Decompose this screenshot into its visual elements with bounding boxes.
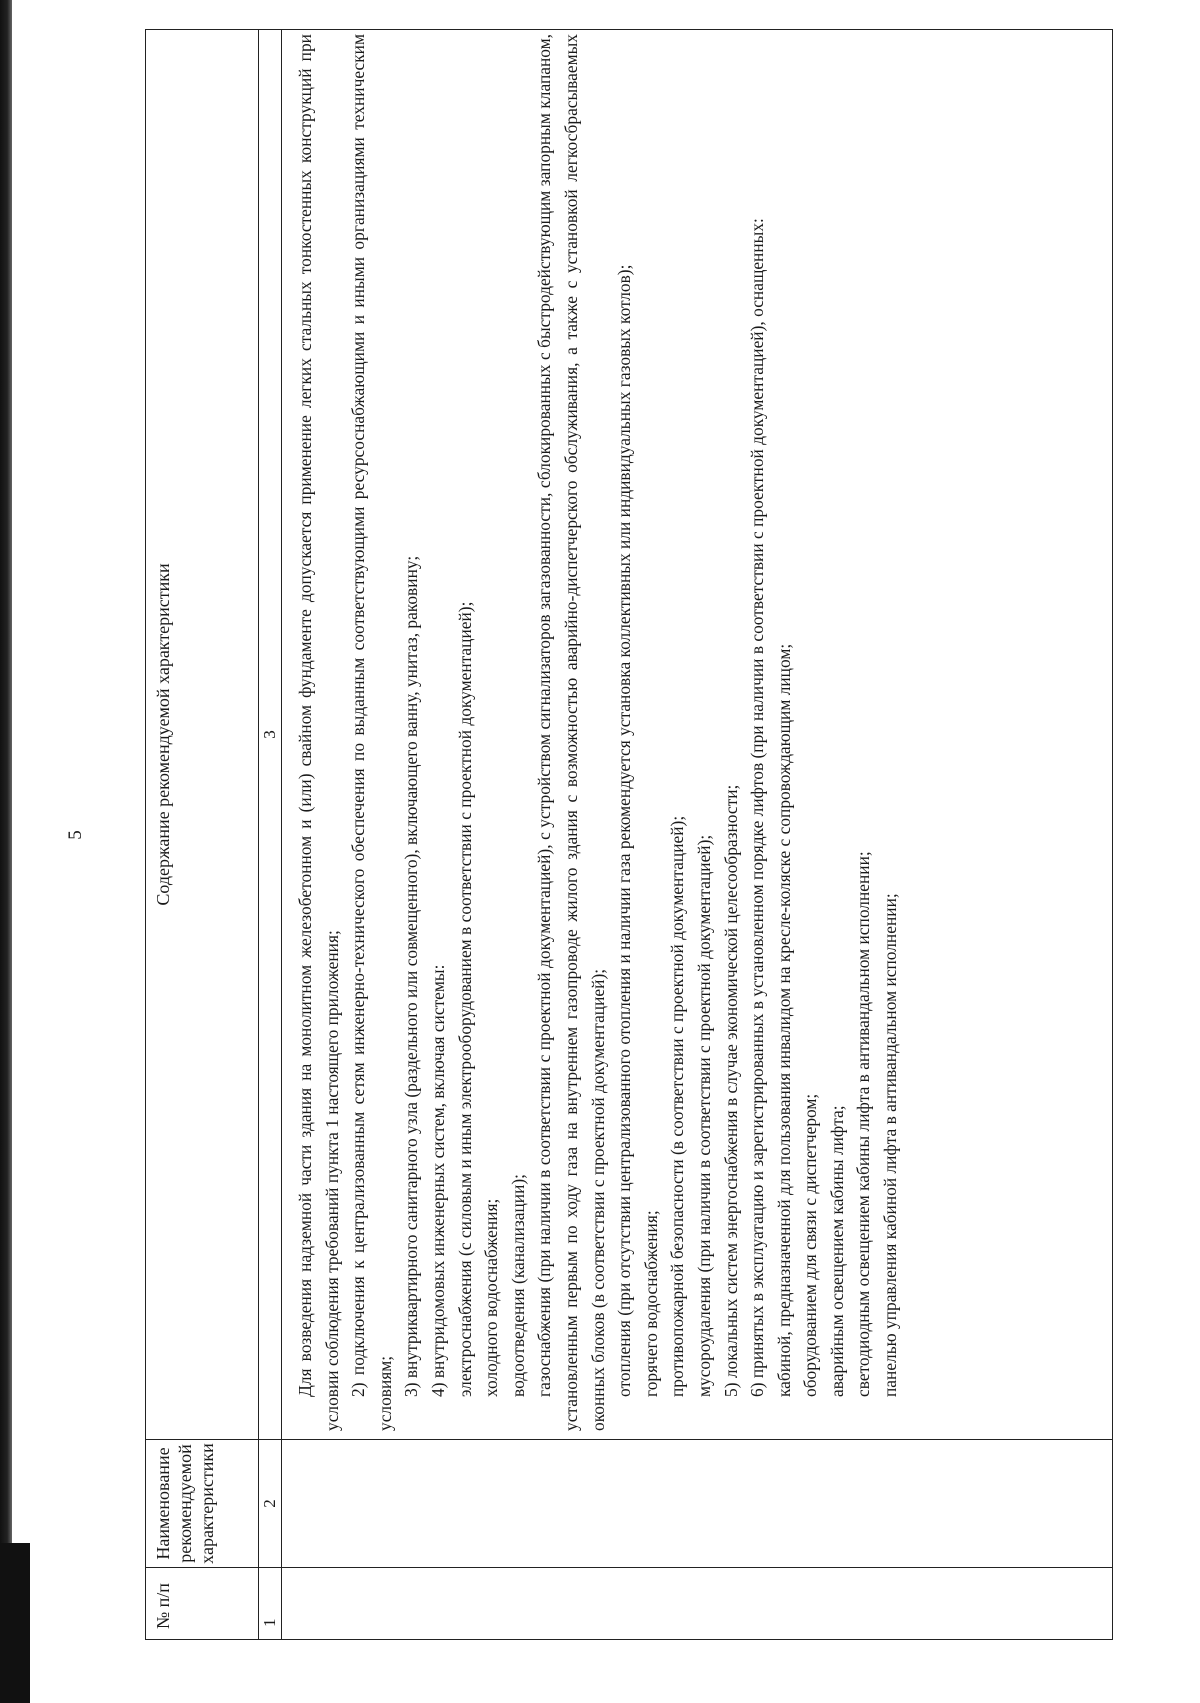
content-paragraph: 5) локальных систем энергоснабжения в случае экономической целесообразности;	[720, 784, 741, 1397]
content-paragraph: панелью управления кабиной лифта в антивандальном исполнении;	[880, 893, 901, 1397]
content-text	[282, 30, 904, 1439]
content-paragraph: водоотведения (канализации);	[507, 1173, 528, 1397]
content-paragraph: отопления (при отсутствии централизованного отопления и наличии газа рекомендуется установка коллективных или индивидуальных газовых котлов);	[614, 264, 635, 1397]
content-paragraph: противопожарной безопасности (в соответствии с проектной документацией);	[667, 815, 688, 1397]
content-paragraph: мусороудаления (при наличии в соответствии с проектной документацией);	[693, 834, 714, 1397]
scan-left-edge	[0, 0, 12, 1703]
header-content: Содержание рекомендуемой характеристики	[146, 30, 259, 1440]
column-number-2: 2	[259, 1440, 282, 1568]
content-paragraph: Для возведения надземной части здания на монолитном железобетонном и (или) свайном фундаменте допускается применение легких стальных тонкостенных конструкций при условии соблюдения требований пункта 1 настоящего приложения;	[295, 34, 342, 1431]
table-header-row	[146, 30, 259, 1640]
content-paragraph: 2) подключения к централизованным сетям инженерно-технического обеспечения по выданным соответствующими ресурсоснабжающими и иными организациями техническим условиям;	[348, 34, 395, 1431]
content-paragraph: 3) внутриквартирного санитарного узла (раздельного или совмещенного), включающего ванну, унитаз, раковину;	[401, 555, 422, 1397]
scan-corner-artifact	[0, 1543, 30, 1703]
content-paragraph: светодиодным освещением кабины лифта в антивандальном исполнении;	[853, 851, 874, 1397]
cell-name	[282, 1440, 1113, 1568]
content-paragraph: холодного водоснабжения;	[481, 1198, 502, 1397]
rotated-page	[65, 30, 1115, 1640]
content-paragraph: 4) внутридомовых инженерных систем, включая системы:	[427, 964, 448, 1397]
content-paragraph: кабиной, предназначенной для пользования инвалидом на кресле-коляске с сопровождающим лицом;	[773, 643, 794, 1397]
content-paragraph: газоснабжения (при наличии в соответствии с проектной документацией), с устройством сигнализаторов загазованности, сблокированных с быстродействующим запорным клапаном, установленным первым по ходу газа на внутреннем газопроводе жилого здания с возможностью аварийно-диспетчерского обслуживания, а также с установкой легкосбрасываемых оконных блоков (в соответствии с проектной документацией);	[534, 34, 608, 1431]
page-number: 5	[65, 830, 86, 840]
header-name: Наименование рекомендуемой характеристики	[146, 1440, 259, 1568]
characteristics-table	[145, 29, 1113, 1640]
column-number-3: 3	[259, 30, 282, 1440]
column-number-1: 1	[259, 1568, 282, 1640]
cell-content	[282, 30, 1113, 1440]
content-paragraph: 6) принятых в эксплуатацию и зарегистрированных в установленном порядке лифтов (при наличии в соответствии с проектной документацией), оснащенных:	[747, 218, 768, 1397]
content-paragraph: горячего водоснабжения;	[640, 1210, 661, 1397]
content-paragraph: оборудованием для связи с диспетчером;	[800, 1093, 821, 1397]
column-number-row	[259, 30, 282, 1640]
cell-number	[282, 1568, 1113, 1640]
table-row	[282, 30, 1113, 1640]
content-paragraph: аварийным освещением кабины лифта;	[826, 1105, 847, 1397]
content-paragraph: электроснабжения (с силовым и иным электрооборудованием в соответствии с проектной документацией);	[454, 601, 475, 1397]
header-number: № п/п	[146, 1568, 259, 1640]
